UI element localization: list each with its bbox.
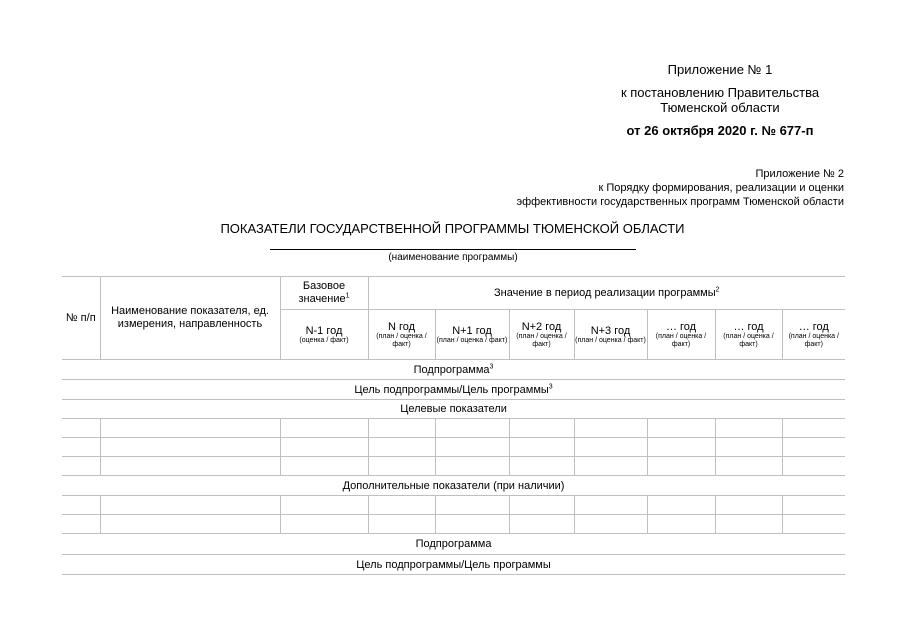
appendix1-region: Тюменской области (660, 100, 780, 115)
appendix2-number: Приложение № 2 (755, 168, 844, 180)
col-base-header: Базовое значение$^1$ (280, 277, 368, 310)
section-goal-2: Цель подпрограммы/Цель программы (62, 555, 845, 575)
subcol-6: … год (план / оценка / факт) (715, 310, 782, 360)
program-name-line (270, 249, 636, 250)
table-row (62, 515, 845, 534)
subcol-0: N-1 год (оценка / факт) (280, 310, 368, 360)
table-row (62, 419, 845, 438)
section-goal: Цель подпрограммы/Цель программы$^3$ (62, 380, 845, 400)
subcol-7: … год (план / оценка / факт) (782, 310, 845, 360)
appendix1-date: от 26 октября 2020 г. № 677-п (626, 123, 814, 138)
col-period-header: Значение в период реализации программы$^2$ (368, 277, 845, 310)
subcol-2: N+1 год (план / оценка / факт) (435, 310, 509, 360)
page-title: ПОКАЗАТЕЛИ ГОСУДАРСТВЕННОЙ ПРОГРАММЫ ТЮМЕНСКОЙ ОБЛАСТИ (220, 221, 685, 236)
section-subprogram-2: Подпрограмма (62, 534, 845, 555)
col-name-header: Наименование показателя, ед. измерения, направленность (100, 277, 280, 360)
table-row (62, 496, 845, 515)
section-subprogram: Подпрограмма$^3$ (62, 360, 845, 380)
table-row (62, 457, 845, 476)
subcol-4: N+3 год (план / оценка / факт) (574, 310, 647, 360)
appendix1-number: Приложение № 1 (667, 62, 773, 77)
section-target-indicators: Целевые показатели (62, 400, 845, 419)
section-additional-indicators: Дополнительные показатели (при наличии) (62, 476, 845, 496)
table-row (62, 438, 845, 457)
subcol-3: N+2 год (план / оценка / факт) (509, 310, 574, 360)
appendix1-decree: к постановлению Правительства (620, 85, 820, 100)
appendix2-order: к Порядку формирования, реализации и оценки (598, 182, 844, 194)
program-name-caption: (наименование программы) (388, 252, 518, 263)
indicators-table (62, 276, 845, 575)
col-num-header: № п/п (62, 277, 100, 360)
subcol-1: N год (план / оценка / факт) (368, 310, 435, 360)
subcol-5: … год (план / оценка / факт) (647, 310, 715, 360)
appendix2-efficiency: эффективности государственных программ Тюменской области (516, 196, 844, 208)
